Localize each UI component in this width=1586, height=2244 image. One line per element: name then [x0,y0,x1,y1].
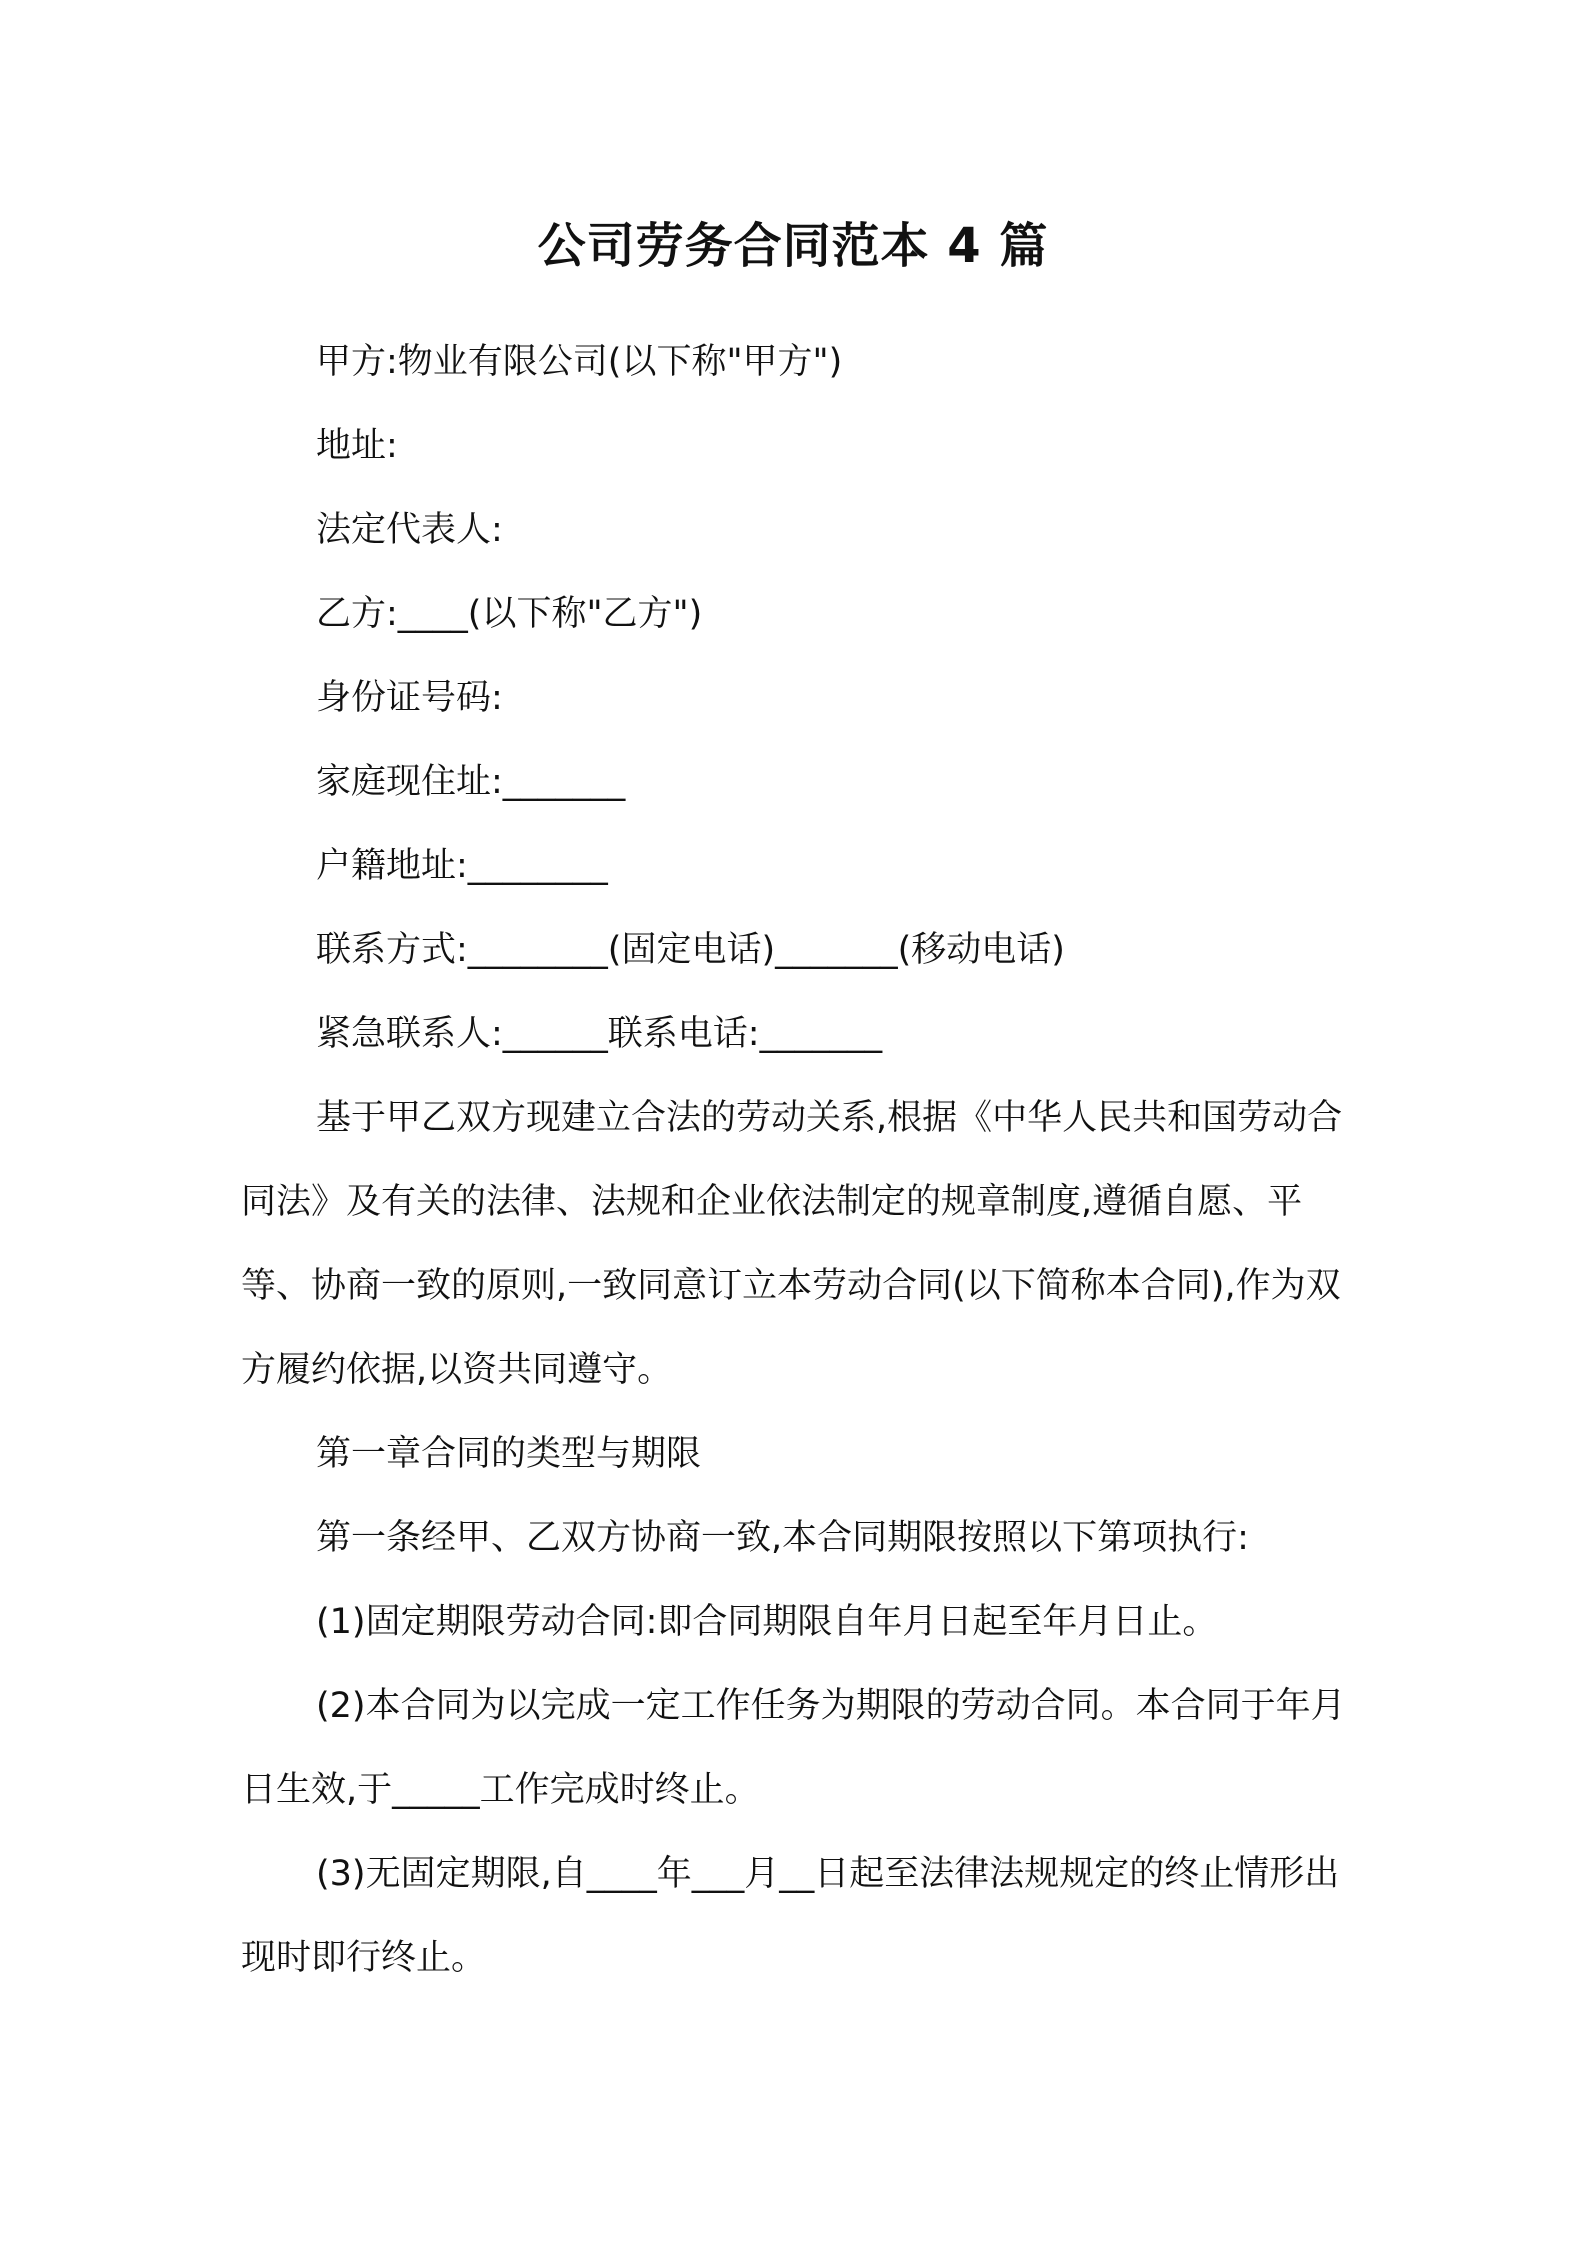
id-number-line: 身份证号码: [316,678,503,718]
contact-info-line: 联系方式:________(固定电话)_______(移动电话) [316,930,1065,970]
term-option-2: (2)本合同为以完成一定工作任务为期限的劳动合同。本合同于年月日生效,于_____工作完成时终止。 [241,1686,1346,1810]
article-one-paragraph: 第一条经甲、乙双方协商一致,本合同期限按照以下第项执行: [316,1518,1249,1558]
registered-address-line: 户籍地址:________ [316,846,608,886]
chapter-heading: 第一章合同的类型与期限 [316,1434,702,1474]
address-line: 地址: [316,426,398,466]
document-title: 公司劳务合同范本 4 篇 [537,218,1049,274]
home-address-line: 家庭现住址:_______ [316,762,626,802]
party-a-line: 甲方:物业有限公司(以下称"甲方") [316,342,843,382]
party-b-line: 乙方:____(以下称"乙方") [316,594,703,634]
document-body [241,320,1353,2000]
preamble-paragraph: 基于甲乙双方现建立合法的劳动关系,根据《中华人民共和国劳动合同法》及有关的法律、法规和企业依法制定的规章制度,遵循自愿、平等、协商一致的原则,一致同意订立本劳动合同(以下简称本合同),作为双方履约依据,以资共同遵守。 [241,1098,1343,1390]
term-option-1: (1)固定期限劳动合同:即合同期限自年月日起至年月日止。 [316,1602,1218,1642]
term-option-3: (3)无固定期限,自____年___月__日起至法律法规规定的终止情形出现时即行终止。 [241,1854,1340,1978]
legal-representative-line: 法定代表人: [316,510,503,550]
emergency-contact-line: 紧急联系人:______联系电话:_______ [316,1014,883,1054]
